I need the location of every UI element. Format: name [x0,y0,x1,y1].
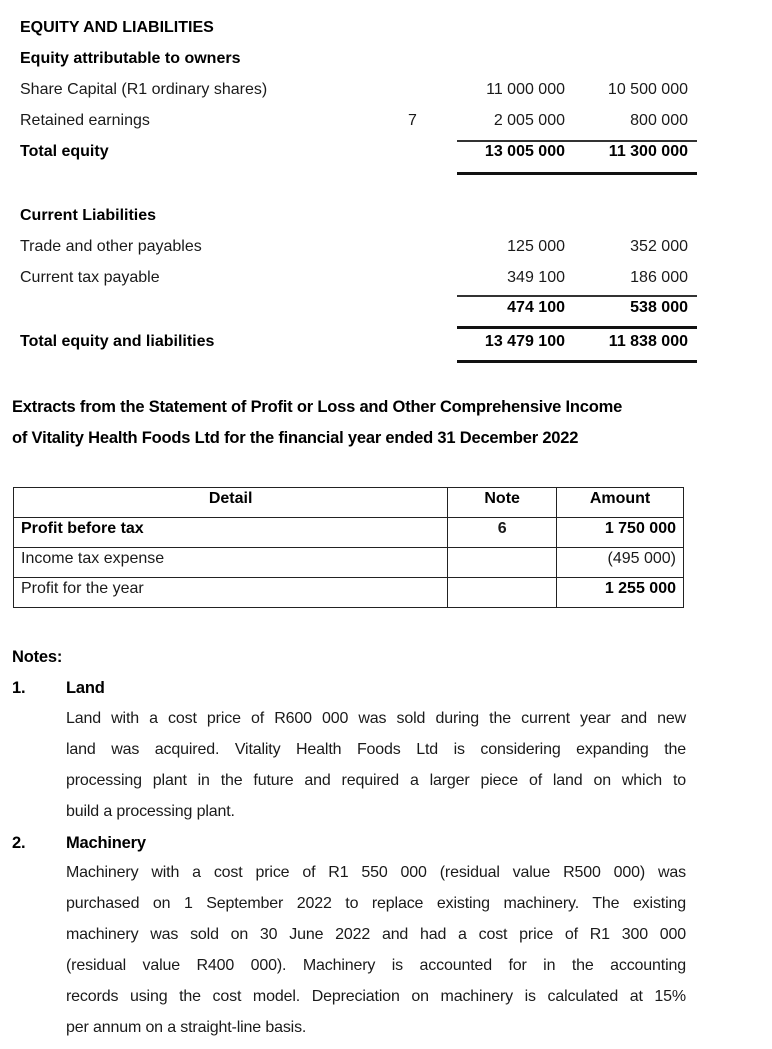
note-body-land [66,703,686,827]
value-current-tax-current: 349 100 [507,269,565,286]
table-row [14,578,684,608]
table-header-row [14,488,684,518]
note-line: machinery was sold on 30 June 2022 and had a cost price of R1 300 000 [66,926,686,943]
note-title-machinery: Machinery [66,834,146,852]
total-rule [457,326,697,329]
table-row [14,518,684,548]
note-cell [448,548,557,578]
subtotal-rule [457,295,697,297]
value-retained-earnings-current: 2 005 000 [493,112,565,129]
value-share-capital-current: 11 000 000 [486,81,565,98]
note-line: per annum on a straight-line basis. [66,1019,307,1036]
note-line: land was acquired. Vitality Health Foods Ltd is considering expanding the [66,741,686,758]
subtotal-rule [457,140,697,142]
column-header-detail: Detail [14,488,448,518]
value-trade-payables-prior: 352 000 [630,238,688,255]
detail-cell: Profit for the year [14,578,448,608]
row-label-share-capital: Share Capital (R1 ordinary shares) [20,81,268,98]
value-liabilities-subtotal-current: 474 100 [507,299,565,316]
note-cell [448,578,557,608]
value-grand-total-prior: 11 838 000 [608,333,688,350]
note-line: build a processing plant. [66,803,235,820]
row-label-trade-payables: Trade and other payables [20,238,202,255]
row-label-total-equity: Total equity [20,143,109,160]
total-rule [457,172,697,175]
table-row [14,548,684,578]
note-body-machinery [66,857,686,1043]
value-current-tax-prior: 186 000 [630,269,688,286]
note-number: 2. [12,834,26,852]
amount-cell: 1 750 000 [557,518,684,548]
note-line: Land with a cost price of R600 000 was sold during the current year and new [66,710,686,727]
equity-heading: Equity attributable to owners [20,50,241,67]
grand-total-rule [457,360,697,363]
column-header-note: Note [448,488,557,518]
value-grand-total-current: 13 479 100 [484,333,565,350]
note-line: purchased on 1 September 2022 to replace existing machinery. The existing [66,895,686,912]
note-number: 1. [12,679,26,697]
note-cell: 6 [448,518,557,548]
detail-cell: Income tax expense [14,548,448,578]
note-line: records using the cost model. Depreciation on machinery is calculated at 15% [66,988,686,1005]
amount-cell: 1 255 000 [557,578,684,608]
value-retained-earnings-prior: 800 000 [630,112,688,129]
note-ref-retained-earnings: 7 [408,112,417,129]
note-title-land: Land [66,679,105,697]
column-header-amount: Amount [557,488,684,518]
value-share-capital-prior: 10 500 000 [607,81,688,98]
income-statement-title-line1: Extracts from the Statement of Profit or Loss and Other Comprehensive Income [12,398,623,416]
row-label-retained-earnings: Retained earnings [20,112,150,129]
income-statement-table [13,487,684,608]
section-title: EQUITY AND LIABILITIES [20,19,214,36]
note-line: Machinery with a cost price of R1 550 000 (residual value R500 000) was [66,864,686,881]
value-total-equity-prior: 11 300 000 [608,143,688,160]
row-label-grand-total: Total equity and liabilities [20,333,215,350]
current-liabilities-heading: Current Liabilities [20,207,157,224]
value-trade-payables-current: 125 000 [507,238,565,255]
value-liabilities-subtotal-prior: 538 000 [630,299,688,316]
detail-cell: Profit before tax [14,518,448,548]
notes-heading: Notes: [12,648,63,666]
amount-cell: (495 000) [557,548,684,578]
row-label-current-tax: Current tax payable [20,269,160,286]
note-line: processing plant in the future and required a larger piece of land on which to [66,772,686,789]
income-statement-title-line2: of Vitality Health Foods Ltd for the financial year ended 31 December 2022 [12,429,579,447]
value-total-equity-current: 13 005 000 [484,143,565,160]
note-line: (residual value R400 000). Machinery is accounted for in the accounting [66,957,686,974]
